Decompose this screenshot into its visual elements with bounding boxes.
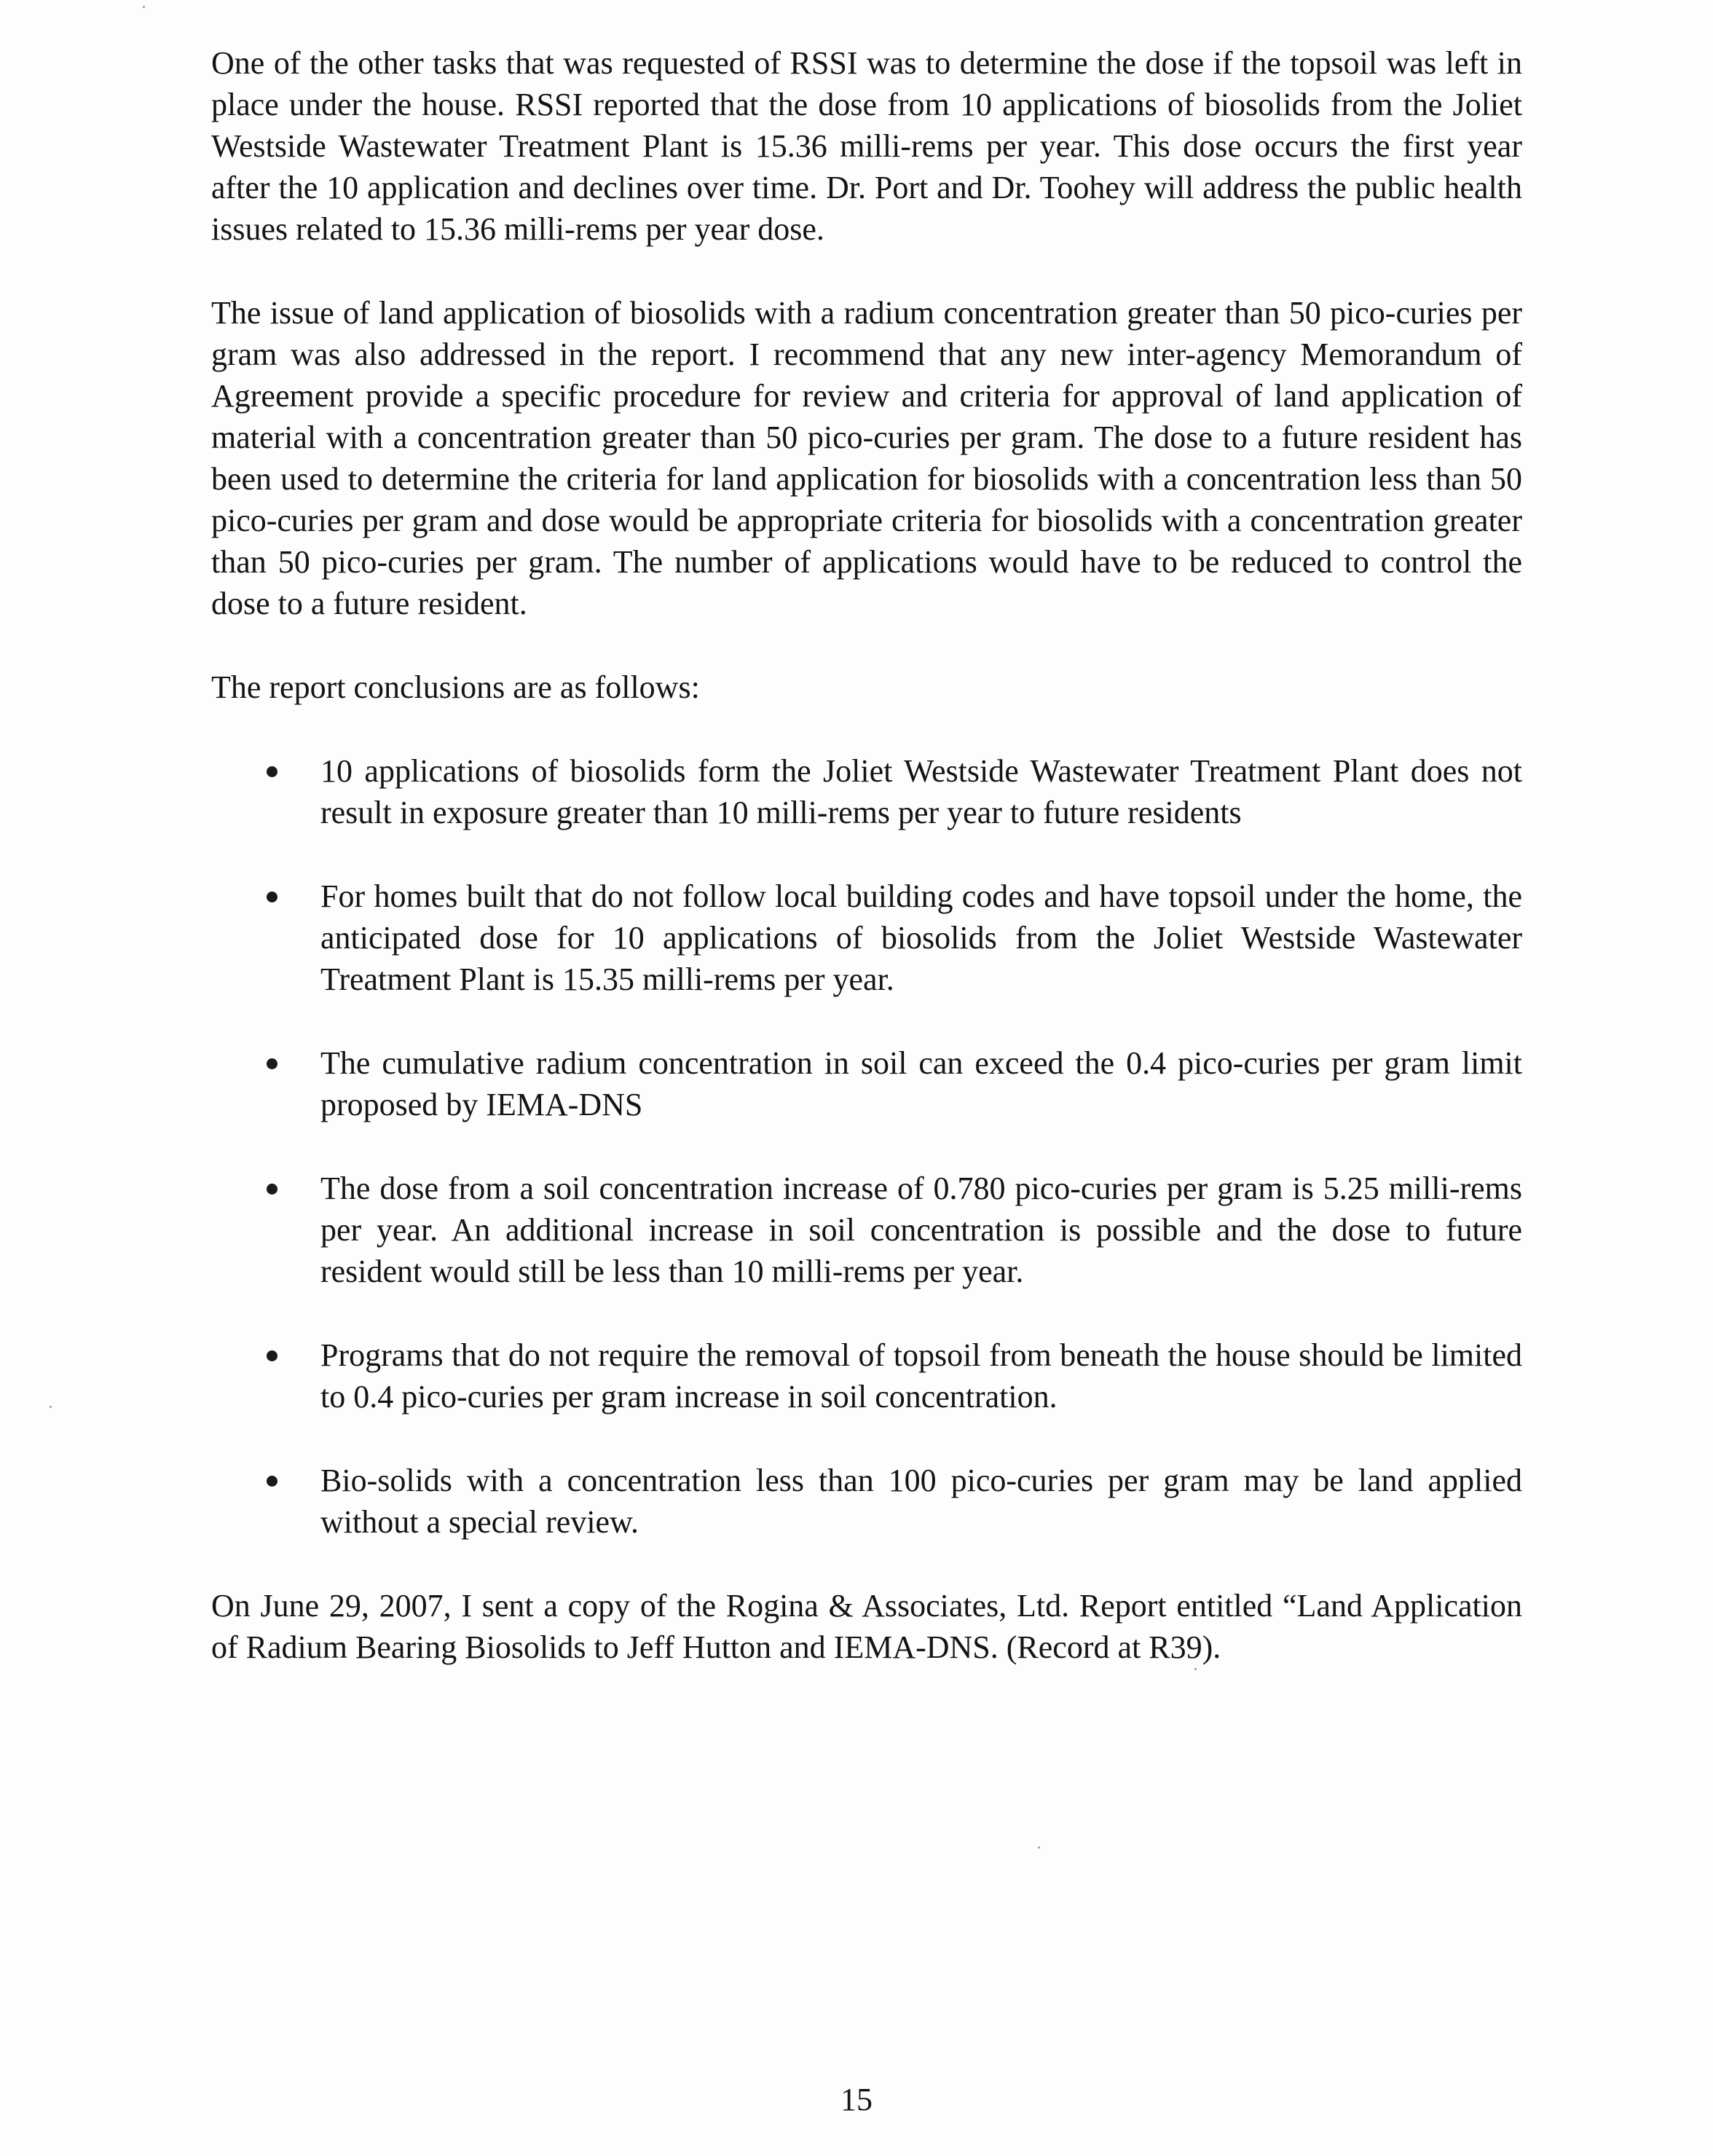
scan-speck [50, 1406, 52, 1408]
conclusions-list [211, 750, 1522, 1543]
bullet-icon [267, 766, 277, 777]
list-item [211, 1042, 1522, 1125]
list-item-text: The cumulative radium concentration in soil can exceed the 0.4 pico-curies per gram limit proposed by IEMA-DNS [320, 1045, 1522, 1122]
list-item [211, 876, 1522, 1000]
list-item [211, 750, 1522, 833]
paragraph-land-application: The issue of land application of biosolids with a radium concentration greater than 50 pico-curies per gram was also addressed in the report. I recommend that any new inter-agency Memorandum of Agreement provide a specific procedure for review and criteria for approval of land application of material with a concentration greater than 50 pico-curies per gram. The dose to a future resident has been used to determine the criteria for land application for biosolids with a concentration less than 50 pico-curies per gram and dose would be appropriate criteria for biosolids with a concentration greater than 50 pico-curies per gram. The number of applications would have to be reduced to control the dose to a future resident. [211, 295, 1522, 621]
paragraph-topsoil-dose: One of the other tasks that was requested of RSSI was to determine the dose if the topsoil was left in place under the house. RSSI reported that the dose from 10 applications of biosolids from the Joliet Westside Wastewater Treatment Plant is 15.36 milli-rems per year. This dose occurs the first year after the 10 application and declines over time. Dr. Port and Dr. Toohey will address the public health issues related to 15.36 milli-rems per year dose. [211, 45, 1522, 247]
paragraph-conclusions-intro: The report conclusions are as follows: [211, 669, 700, 705]
paragraph-report-sent: On June 29, 2007, I sent a copy of the Rogina & Associates, Ltd. Report entitled “Land Application of Radium Bearing Biosolids to Jeff Hutton and IEMA-DNS. (Record at R39). [211, 1588, 1522, 1665]
list-item [211, 1460, 1522, 1543]
document-body [211, 42, 1522, 1710]
page-number: 15 [840, 2082, 873, 2117]
list-item-text: Bio-solids with a concentration less than 100 pico-curies per gram may be land applied without a special review. [320, 1463, 1522, 1540]
scan-speck [1038, 1846, 1040, 1849]
list-item-text: 10 applications of biosolids form the Joliet Westside Wastewater Treatment Plant does not result in exposure greater than 10 milli-rems per year to future residents [320, 753, 1522, 830]
bullet-icon [267, 1058, 277, 1069]
bullet-icon [267, 1184, 277, 1195]
list-item-text: For homes built that do not follow local building codes and have topsoil under the home, the anticipated dose for 10 applications of biosolids from the Joliet Westside Wastewater Treatment Plant is 15.35 milli-rems per year. [320, 878, 1522, 997]
bullet-icon [267, 1350, 277, 1361]
list-item-text: The dose from a soil concentration increase of 0.780 pico-curies per gram is 5.25 milli-rems per year. An additional increase in soil concentration is possible and the dose to future resident would still be less than 10 milli-rems per year. [320, 1171, 1522, 1289]
list-item-text: Programs that do not require the removal of topsoil from beneath the house should be limited to 0.4 pico-curies per gram increase in soil concentration. [320, 1337, 1522, 1415]
list-item [211, 1168, 1522, 1292]
list-item [211, 1334, 1522, 1417]
bullet-icon [267, 1476, 277, 1487]
scan-speck [143, 6, 145, 8]
bullet-icon [267, 892, 277, 902]
